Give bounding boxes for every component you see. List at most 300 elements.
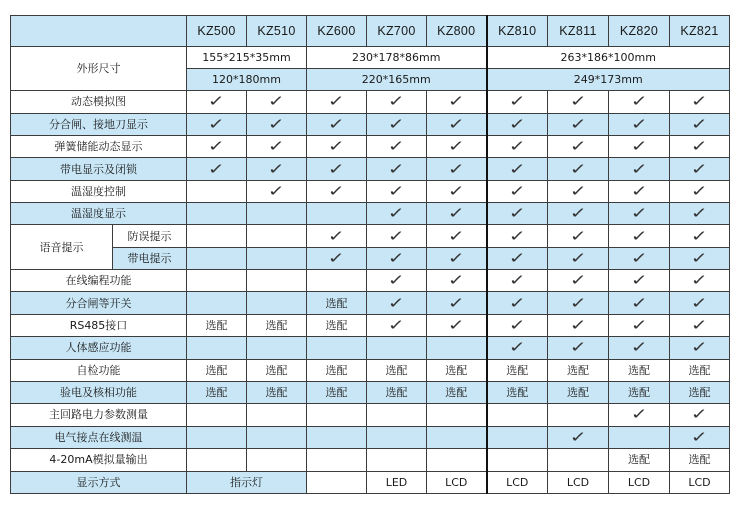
checkmark-glyph: ✓ [388,316,405,335]
empty-cell [367,449,427,472]
checkmark-icon [548,203,609,225]
checkmark-glyph: ✓ [569,271,587,290]
empty-cell [427,426,487,448]
checkmark-icon [548,91,609,113]
checkmark-icon [548,158,609,180]
feature-row [11,381,730,403]
checkmark-glyph: ✓ [569,316,587,335]
empty-cell [187,426,247,448]
checkmark-icon [487,158,548,180]
display-value: LCD [609,471,670,493]
checkmark-glyph: ✓ [388,271,405,290]
checkmark-icon [427,180,487,202]
optional-value: 选配 [247,381,307,403]
dimension-value: 120*180mm [187,68,307,90]
checkmark-glyph: ✓ [630,293,648,312]
checkmark-icon [609,135,670,157]
empty-cell [187,404,247,426]
checkmark-icon [187,91,247,113]
checkmark-icon [187,113,247,135]
checkmark-glyph: ✓ [630,271,648,290]
empty-cell [247,247,307,269]
checkmark-glyph: ✓ [630,316,648,335]
feature-row [11,158,730,180]
checkmark-icon [548,292,609,314]
checkmark-glyph: ✓ [691,405,708,424]
checkmark-glyph: ✓ [328,226,345,245]
optional-value: 选配 [487,381,548,403]
checkmark-icon [609,91,670,113]
checkmark-glyph: ✓ [508,271,526,290]
checkmark-icon [670,314,730,336]
feature-label: 自检功能 [11,359,187,381]
checkmark-glyph: ✓ [388,181,405,200]
checkmark-glyph: ✓ [447,271,465,290]
checkmark-glyph: ✓ [691,316,708,335]
feature-row [11,180,730,202]
checkmark-icon [609,225,670,247]
checkmark-icon [548,247,609,269]
checkmark-icon [427,225,487,247]
empty-cell [307,449,367,472]
checkmark-glyph: ✓ [447,181,465,200]
empty-cell [548,449,609,472]
checkmark-glyph: ✓ [328,92,345,111]
checkmark-glyph: ✓ [447,293,465,312]
display-value: LCD [548,471,609,493]
empty-cell [247,270,307,292]
optional-value: 选配 [609,381,670,403]
display-label: 显示方式 [11,471,187,493]
checkmark-icon [367,113,427,135]
checkmark-icon [187,135,247,157]
checkmark-glyph: ✓ [691,181,708,200]
feature-row [11,292,730,314]
empty-cell [247,404,307,426]
checkmark-icon [548,270,609,292]
checkmark-icon [609,203,670,225]
feature-row [11,113,730,135]
dimension-value: 263*186*100mm [487,46,730,68]
checkmark-icon [427,270,487,292]
feature-row [11,270,730,292]
feature-label: 验电及核相功能 [11,381,187,403]
checkmark-icon [307,225,367,247]
corner-cell [11,16,187,47]
checkmark-icon [670,180,730,202]
optional-value: 选配 [427,381,487,403]
checkmark-glyph: ✓ [388,159,405,178]
checkmark-icon [367,203,427,225]
dimension-value: 230*178*86mm [307,46,487,68]
empty-cell [247,426,307,448]
checkmark-icon [609,270,670,292]
optional-value: 选配 [548,359,609,381]
checkmark-glyph: ✓ [630,181,648,200]
checkmark-icon [487,91,548,113]
feature-label: 温湿度显示 [11,203,187,225]
checkmark-glyph: ✓ [508,338,526,357]
checkmark-icon [247,135,307,157]
checkmark-icon [609,337,670,359]
checkmark-glyph: ✓ [447,159,465,178]
checkmark-glyph: ✓ [630,405,648,424]
feature-rows [11,91,730,471]
model-header: KZ810 [487,16,548,47]
empty-cell [487,426,548,448]
checkmark-glyph: ✓ [268,92,285,111]
optional-value: 选配 [670,359,730,381]
checkmark-icon [487,270,548,292]
checkmark-icon [367,91,427,113]
display-row [11,471,730,493]
checkmark-icon [670,91,730,113]
checkmark-icon [670,426,730,448]
checkmark-icon [427,292,487,314]
checkmark-glyph: ✓ [508,137,526,156]
checkmark-icon [247,158,307,180]
empty-cell [187,180,247,202]
optional-value: 选配 [307,381,367,403]
feature-label: 4-20mA模拟量输出 [11,449,187,472]
checkmark-glyph: ✓ [447,137,465,156]
feature-row [11,247,730,269]
feature-row [11,314,730,336]
checkmark-glyph: ✓ [569,204,587,223]
checkmark-glyph: ✓ [630,204,648,223]
checkmark-icon [427,247,487,269]
checkmark-glyph: ✓ [569,159,587,178]
checkmark-glyph: ✓ [508,204,526,223]
empty-cell [367,404,427,426]
checkmark-icon [247,180,307,202]
checkmark-icon [548,135,609,157]
checkmark-glyph: ✓ [328,248,345,267]
checkmark-glyph: ✓ [208,114,225,133]
model-header: KZ510 [247,16,307,47]
checkmark-glyph: ✓ [630,159,648,178]
feature-label: 带电提示 [113,247,187,269]
checkmark-icon [670,203,730,225]
checkmark-glyph: ✓ [508,181,526,200]
dimension-row [11,46,730,68]
checkmark-icon [670,270,730,292]
model-header: KZ800 [427,16,487,47]
spec-table [10,15,730,494]
checkmark-icon [487,180,548,202]
checkmark-icon [670,113,730,135]
empty-cell [187,225,247,247]
checkmark-glyph: ✓ [508,92,526,111]
feature-label: 分合闸等开关 [11,292,187,314]
feature-label: 带电显示及闭锁 [11,158,187,180]
checkmark-icon [487,337,548,359]
checkmark-icon [609,158,670,180]
feature-label: 分合闸、接地刀显示 [11,113,187,135]
checkmark-glyph: ✓ [388,204,405,223]
checkmark-icon [487,225,548,247]
checkmark-glyph: ✓ [388,137,405,156]
checkmark-glyph: ✓ [268,181,285,200]
checkmark-glyph: ✓ [569,181,587,200]
checkmark-glyph: ✓ [691,248,708,267]
feature-row [11,404,730,426]
checkmark-icon [670,225,730,247]
optional-value: 选配 [307,314,367,336]
checkmark-glyph: ✓ [508,248,526,267]
empty-cell [427,337,487,359]
model-header: KZ600 [307,16,367,47]
checkmark-glyph: ✓ [691,427,708,446]
optional-value: 选配 [247,359,307,381]
optional-value: 选配 [187,359,247,381]
empty-cell [307,426,367,448]
empty-cell [367,337,427,359]
feature-row [11,135,730,157]
checkmark-icon [548,314,609,336]
checkmark-icon [670,337,730,359]
feature-label: 防误提示 [113,225,187,247]
empty-cell [307,203,367,225]
checkmark-glyph: ✓ [630,338,648,357]
empty-cell [187,203,247,225]
model-header: KZ820 [609,16,670,47]
empty-cell [427,404,487,426]
optional-value: 选配 [187,381,247,403]
dimension-value: 155*215*35mm [187,46,307,68]
empty-cell [187,337,247,359]
checkmark-glyph: ✓ [691,114,708,133]
checkmark-icon [427,314,487,336]
display-value: LCD [670,471,730,493]
checkmark-glyph: ✓ [388,92,405,111]
checkmark-icon [367,247,427,269]
checkmark-glyph: ✓ [208,137,225,156]
checkmark-glyph: ✓ [691,293,708,312]
voice-group-label: 语音提示 [11,225,113,270]
checkmark-icon [548,337,609,359]
empty-cell [187,270,247,292]
model-header: KZ700 [367,16,427,47]
checkmark-icon [487,113,548,135]
empty-cell [187,449,247,472]
optional-value: 选配 [307,292,367,314]
empty-cell [487,449,548,472]
empty-cell [307,337,367,359]
checkmark-glyph: ✓ [569,293,587,312]
optional-value: 选配 [609,449,670,472]
checkmark-icon [609,247,670,269]
checkmark-glyph: ✓ [508,159,526,178]
checkmark-glyph: ✓ [630,92,648,111]
checkmark-icon [548,225,609,247]
checkmark-glyph: ✓ [388,226,405,245]
checkmark-glyph: ✓ [388,248,405,267]
checkmark-glyph: ✓ [447,226,465,245]
feature-label: 主回路电力参数测量 [11,404,187,426]
checkmark-icon [427,135,487,157]
feature-row [11,225,730,247]
display-value: LED [367,471,427,493]
checkmark-glyph: ✓ [447,204,465,223]
checkmark-glyph: ✓ [328,181,345,200]
optional-value: 选配 [247,314,307,336]
checkmark-glyph: ✓ [630,114,648,133]
empty-cell [187,292,247,314]
model-header: KZ500 [187,16,247,47]
checkmark-glyph: ✓ [691,338,708,357]
checkmark-icon [367,180,427,202]
checkmark-icon [487,203,548,225]
checkmark-glyph: ✓ [569,427,587,446]
checkmark-icon [247,113,307,135]
optional-value: 选配 [609,359,670,381]
checkmark-icon [307,113,367,135]
empty-cell [247,337,307,359]
empty-cell [247,203,307,225]
checkmark-glyph: ✓ [569,248,587,267]
checkmark-glyph: ✓ [508,226,526,245]
checkmark-glyph: ✓ [630,137,648,156]
checkmark-glyph: ✓ [569,338,587,357]
checkmark-glyph: ✓ [569,114,587,133]
empty-cell [187,247,247,269]
checkmark-icon [427,203,487,225]
checkmark-icon [307,158,367,180]
checkmark-icon [670,292,730,314]
empty-cell [548,404,609,426]
checkmark-glyph: ✓ [208,92,225,111]
checkmark-icon [187,158,247,180]
checkmark-glyph: ✓ [388,114,405,133]
checkmark-glyph: ✓ [691,226,708,245]
optional-value: 选配 [427,359,487,381]
checkmark-glyph: ✓ [630,226,648,245]
checkmark-icon [487,314,548,336]
empty-cell [427,449,487,472]
display-value: LCD [487,471,548,493]
checkmark-icon [609,113,670,135]
feature-row [11,337,730,359]
checkmark-icon [548,426,609,448]
checkmark-glyph: ✓ [447,248,465,267]
checkmark-glyph: ✓ [268,159,285,178]
feature-label: RS485接口 [11,314,187,336]
checkmark-glyph: ✓ [388,293,405,312]
checkmark-icon [670,158,730,180]
optional-value: 选配 [367,359,427,381]
checkmark-icon [367,225,427,247]
empty-cell [307,270,367,292]
optional-value: 选配 [307,359,367,381]
display-value: 指示灯 [187,471,307,493]
feature-row [11,426,730,448]
checkmark-glyph: ✓ [569,226,587,245]
feature-label: 弹簧储能动态显示 [11,135,187,157]
checkmark-glyph: ✓ [328,137,345,156]
checkmark-glyph: ✓ [691,159,708,178]
checkmark-icon [367,135,427,157]
empty-cell [307,404,367,426]
checkmark-glyph: ✓ [268,114,285,133]
dimension-value: 220*165mm [307,68,487,90]
checkmark-icon [427,91,487,113]
checkmark-glyph: ✓ [569,92,587,111]
checkmark-glyph: ✓ [691,271,708,290]
empty-cell [487,404,548,426]
checkmark-icon [367,270,427,292]
checkmark-glyph: ✓ [691,137,708,156]
checkmark-icon [609,180,670,202]
checkmark-icon [367,314,427,336]
checkmark-icon [247,91,307,113]
display-value: LCD [427,471,487,493]
checkmark-glyph: ✓ [691,92,708,111]
checkmark-icon [307,91,367,113]
checkmark-icon [487,247,548,269]
checkmark-icon [670,135,730,157]
optional-value: 选配 [670,381,730,403]
checkmark-icon [548,113,609,135]
checkmark-glyph: ✓ [208,159,225,178]
feature-label: 温湿度控制 [11,180,187,202]
checkmark-glyph: ✓ [268,137,285,156]
checkmark-icon [609,404,670,426]
display-value [307,471,367,493]
checkmark-glyph: ✓ [508,316,526,335]
feature-row [11,91,730,113]
checkmark-glyph: ✓ [447,92,465,111]
checkmark-icon [487,292,548,314]
empty-cell [247,225,307,247]
optional-value: 选配 [487,359,548,381]
feature-row [11,449,730,472]
checkmark-icon [307,247,367,269]
optional-value: 选配 [548,381,609,403]
empty-cell [247,292,307,314]
feature-label: 电气接点在线测温 [11,426,187,448]
checkmark-glyph: ✓ [630,248,648,267]
model-header: KZ821 [670,16,730,47]
checkmark-icon [670,404,730,426]
dimension-label: 外形尺寸 [11,46,187,91]
feature-row [11,203,730,225]
checkmark-glyph: ✓ [447,316,465,335]
checkmark-icon [609,292,670,314]
checkmark-glyph: ✓ [328,159,345,178]
feature-row [11,359,730,381]
empty-cell [247,449,307,472]
checkmark-icon [367,158,427,180]
empty-cell [609,426,670,448]
checkmark-glyph: ✓ [508,293,526,312]
feature-label: 动态模拟图 [11,91,187,113]
checkmark-icon [609,314,670,336]
empty-cell [367,426,427,448]
checkmark-icon [548,180,609,202]
feature-label: 人体感应功能 [11,337,187,359]
feature-label: 在线编程功能 [11,270,187,292]
optional-value: 选配 [670,449,730,472]
checkmark-glyph: ✓ [508,114,526,133]
checkmark-icon [427,158,487,180]
model-header: KZ811 [548,16,609,47]
checkmark-glyph: ✓ [691,204,708,223]
checkmark-icon [367,292,427,314]
optional-value: 选配 [367,381,427,403]
checkmark-icon [307,180,367,202]
checkmark-icon [487,135,548,157]
